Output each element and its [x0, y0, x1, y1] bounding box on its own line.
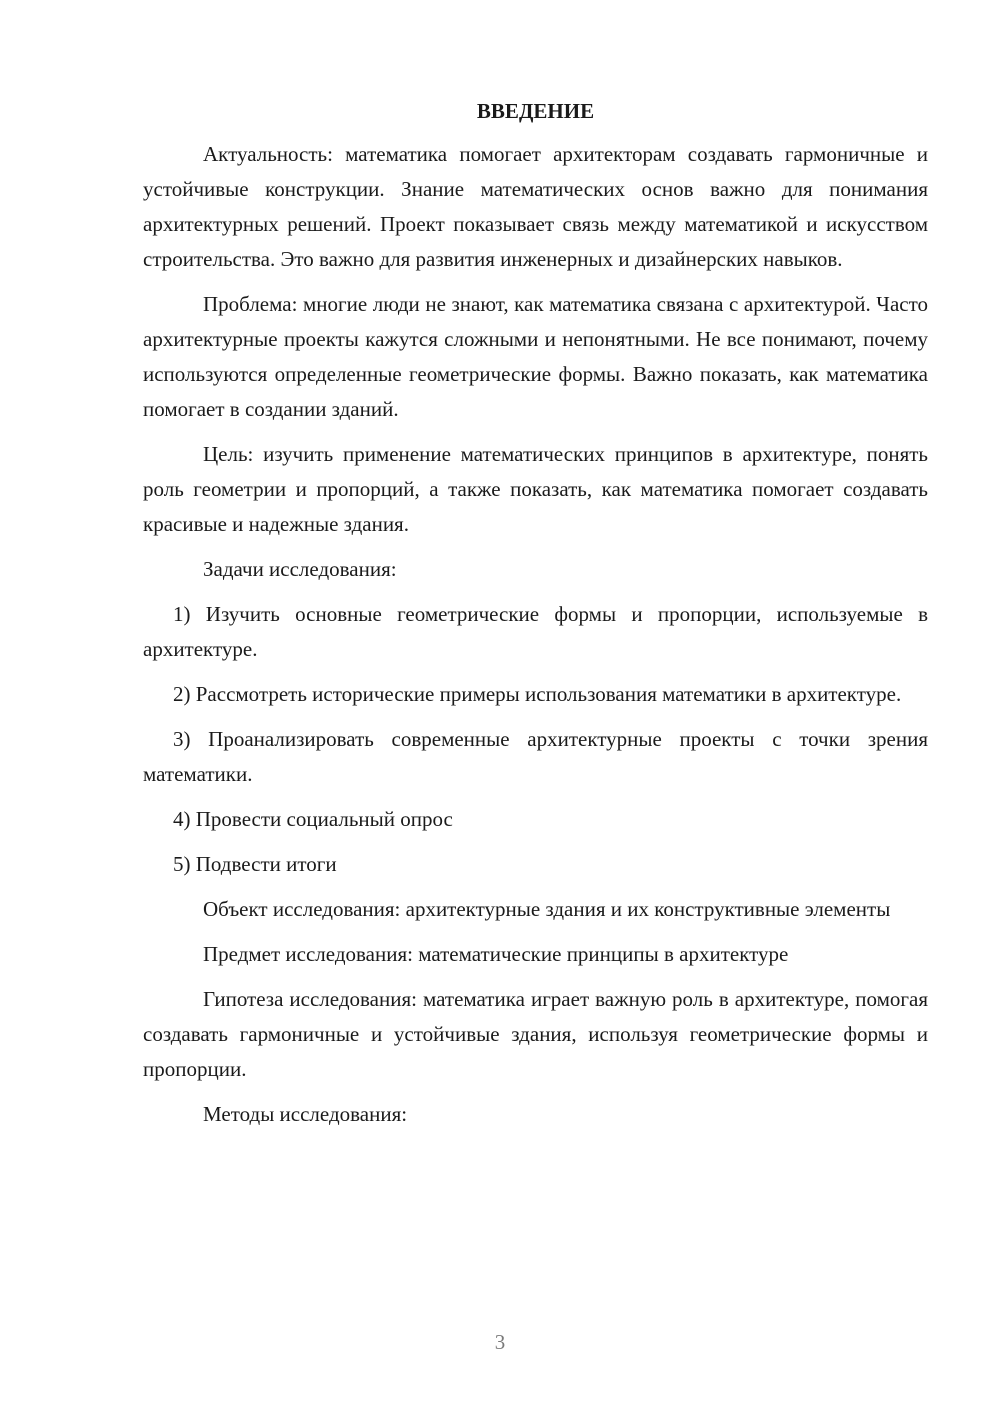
page-number: 3 — [494, 1330, 506, 1354]
tasks-heading: Задачи исследования: — [203, 557, 397, 581]
task-item-5: 5) Подвести итоги — [173, 852, 337, 876]
paragraph-problem: Проблема: многие люди не знают, как математика связана с архитектурой. Часто архитектурные проекты кажутся сложными и непонятными. Не все понимают, почему используются определенные геометрические формы. Важно показать, как математика помогает в создании зданий. — [143, 292, 928, 421]
paragraph-goal: Цель: изучить применение математических принципов в архитектуре, понять роль геометрии и пропорций, а также показать, как математика помогает создавать красивые и надежные здания. — [143, 442, 928, 536]
task-item-4: 4) Провести социальный опрос — [173, 807, 453, 831]
task-item-3: 3) Проанализировать современные архитектурные проекты с точки зрения математики. — [143, 727, 928, 786]
methods-heading: Методы исследования: — [203, 1102, 408, 1126]
task-item-1: 1) Изучить основные геометрические формы и пропорции, используемые в архитектуре. — [143, 602, 928, 661]
section-title: ВВЕДЕНИЕ — [476, 99, 595, 123]
task-item-2: 2) Рассмотреть исторические примеры использования математики в архитектуре. — [173, 682, 902, 706]
paragraph-subject: Предмет исследования: математические принципы в архитектуре — [203, 942, 789, 966]
paragraph-object: Объект исследования: архитектурные здания и их конструктивные элементы — [203, 897, 891, 921]
document-body — [143, 95, 928, 1142]
paragraph-relevance: Актуальность: математика помогает архитекторам создавать гармоничные и устойчивые конструкции. Знание математических основ важно для понимания архитектурных решений. Проект показывает связь между математикой и искусством строительства. Это важно для развития инженерных и дизайнерских навыков. — [143, 142, 928, 271]
paragraph-hypothesis: Гипотеза исследования: математика играет важную роль в архитектуре, помогая создавать гармоничные и устойчивые здания, используя геометрические формы и пропорции. — [143, 987, 928, 1081]
